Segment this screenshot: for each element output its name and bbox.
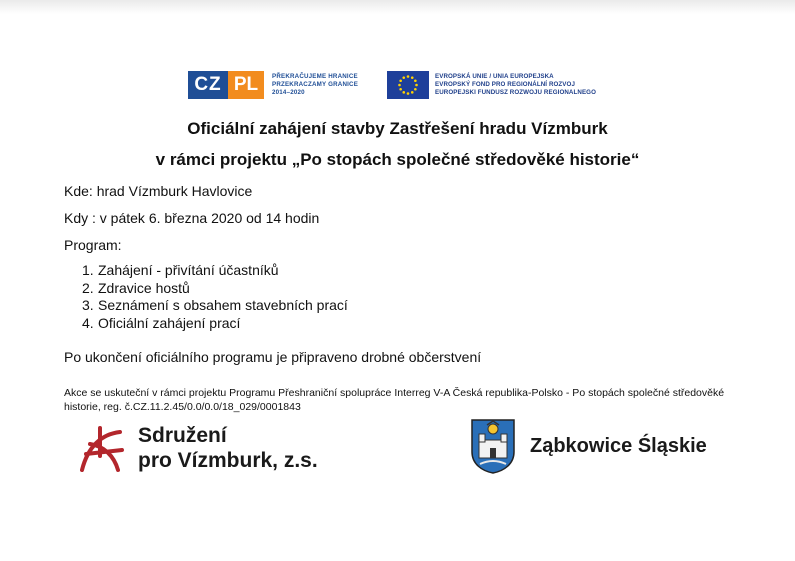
program-list	[82, 262, 348, 332]
program-item-text: Oficiální zahájení prací	[98, 314, 241, 331]
eu-star-icon	[415, 84, 418, 87]
interreg-czpl-logo	[188, 70, 358, 100]
program-item	[82, 280, 348, 298]
czpl-caption-line1: PŘEKRAČUJEME HRANICE	[272, 73, 358, 80]
program-item-number: 4.	[82, 314, 94, 331]
czpl-mark-cz: CZ	[188, 71, 228, 99]
eu-star-icon	[411, 76, 414, 79]
program-item-text: Seznámení s obsahem stavebních prací	[98, 297, 348, 313]
event-title: Oficiální zahájení stavby Zastřešení hradu Vízmburk	[187, 119, 608, 138]
czpl-mark	[188, 71, 264, 99]
zabkowice-name: Ząbkowice Śląskie	[530, 434, 707, 457]
czpl-caption-line3: 2014–2020	[272, 89, 305, 96]
program-item-text: Zdravice hostů	[98, 279, 190, 296]
zabkowice-logo	[470, 418, 707, 474]
sdruzeni-name-line2: pro Vízmburk, z.s.	[138, 449, 318, 472]
eu-caption-line1: EVROPSKÁ UNIE / UNIA EUROPEJSKA	[435, 73, 554, 80]
program-item	[82, 297, 348, 315]
czpl-caption	[272, 73, 358, 97]
sdruzeni-name-line1: Sdružení	[138, 424, 227, 447]
eu-star-icon	[407, 75, 410, 78]
project-footnote: Akce se uskuteční v rámci projektu Programu Přeshraniční spolupráce Interreg V-A Česká republika-Polsko - Po stopách společné středověké historie, reg. č.CZ.11.2.45/0.0/0.0/18_029/0001843	[64, 387, 725, 413]
program-item	[82, 262, 348, 280]
sponsor-logos	[188, 70, 628, 100]
czpl-caption-line2: PRZEKRACZAMY GRANICE	[272, 81, 359, 88]
closing-note: Po ukončení oficiálního programu je připraveno drobné občerstvení	[64, 349, 482, 365]
czpl-mark-pl: PL	[228, 71, 264, 99]
top-shadow-strip	[0, 0, 795, 14]
program-item-number: 3.	[82, 297, 94, 313]
eu-star-icon	[402, 91, 405, 94]
sdruzeni-logo	[70, 420, 318, 476]
eu-star-icon	[399, 79, 402, 82]
eu-logo	[387, 70, 596, 100]
eu-star-icon	[402, 76, 405, 79]
location-line: Kde: hrad Vízmburk Havlovice	[64, 183, 253, 199]
eu-caption-line3: EUROPEJSKI FUNDUSZ ROZWOJU REGIONALNEGO	[435, 89, 597, 96]
eu-star-icon	[411, 91, 414, 94]
event-subtitle: v rámci projektu „Po stopách společné středověké historie“	[155, 150, 640, 169]
zabkowice-crest-icon	[470, 418, 516, 474]
eu-star-icon	[407, 92, 410, 95]
sdruzeni-emblem-icon	[70, 420, 134, 476]
eu-caption-line2: EVROPSKÝ FOND PRO REGIONÁLNÍ ROZVOJ	[435, 81, 575, 88]
program-item-text: Zahájení - přivítání účastníků	[98, 262, 279, 278]
program-item-number: 1.	[82, 262, 94, 278]
eu-star-icon	[399, 88, 402, 91]
eu-caption	[435, 73, 596, 97]
date-line: Kdy : v pátek 6. března 2020 od 14 hodin	[64, 210, 320, 226]
eu-star-icon	[414, 88, 417, 91]
eu-star-icon	[414, 79, 417, 82]
program-label: Program:	[64, 237, 122, 253]
eu-star-icon	[398, 84, 401, 87]
program-item	[82, 315, 348, 333]
eu-flag-icon	[387, 71, 429, 99]
sdruzeni-name	[138, 423, 318, 473]
program-item-number: 2.	[82, 279, 94, 296]
